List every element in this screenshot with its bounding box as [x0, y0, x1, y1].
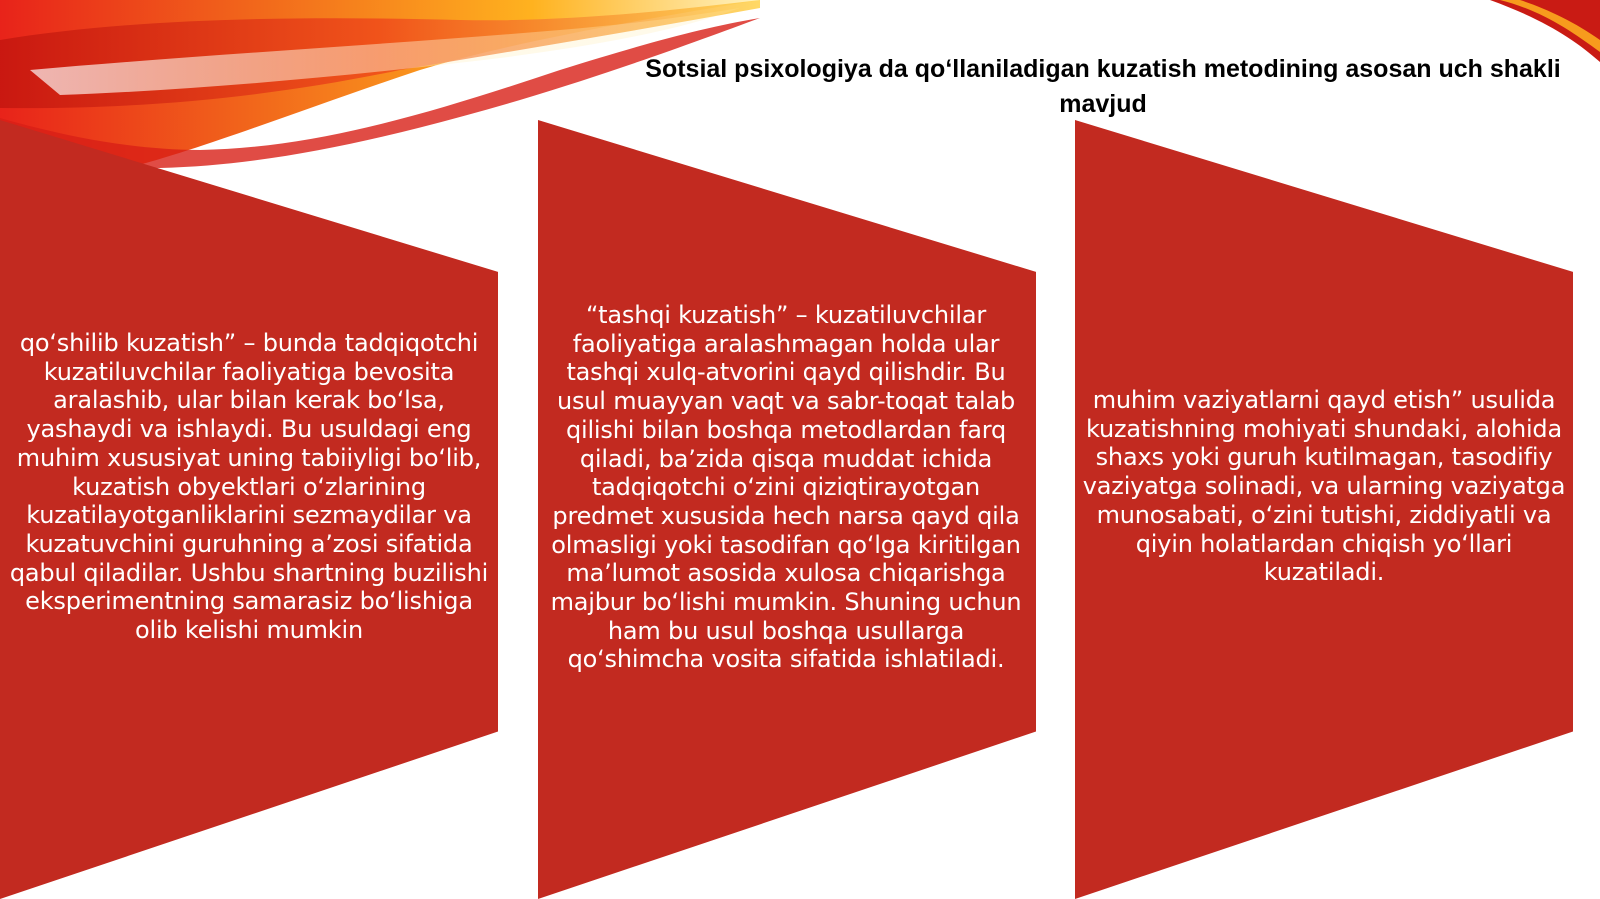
- slide-title: Sotsial psixologiya da qo‘llaniladigan kuzatish metodining asosan uch shakli mavjud: [645, 55, 1561, 118]
- panel-3-text: muhim vaziyatlarni qayd etish” usulida kuzatishning mohiyati shundaki, alohida shaxs yoki guruh kutilmagan, tasodifiy vaziyatga solinadi, va ularning vaziyatga munosabati, o‘zini tutishi, ziddiyatli va qiyin holatlardan chiqish yo‘llari kuzatiladi.: [1082, 386, 1566, 587]
- panel-2-text: “tashqi kuzatish” – kuzatiluvchilar faoliyatiga aralashmagan holda ular tashqi xulq-atvorini qayd qilishdir. Bu usul muayyan vaqt va sabr-toqat talab qilishi bilan boshqa metodlardan farq qiladi, ba’zida qisqa muddat ichida tadqiqotchi o‘zini qiziqtirayotgan predmet xususida hech narsa qayd qila olmasligi yoki tasodifan qo‘lga kiritilgan ma’lumot asosida xulosa chiqarishga majbur bo‘lishi mumkin. Shuning uchun ham bu usul boshqa usullarga qo‘shimcha vosita sifatida ishlatiladi.: [550, 301, 1022, 674]
- panel-1-text: qo‘shilib kuzatish” – bunda tadqiqotchi kuzatiluvchilar faoliyatiga bevosita aralashib, ular bilan kerak bo‘lsa, yashaydi va ishlaydi. Bu usuldagi eng muhim xususiyat uning tabiiyligi bo‘lib, kuzatish obyektlari o‘zlarining kuzatilayotganliklarini sezmaydilar va kuzatuvchini guruhning a’zosi sifatida qabul qiladilar. Ushbu shartning buzilishi eksperimentning samarasiz bo‘lishiga olib kelishi mumkin: [9, 329, 489, 645]
